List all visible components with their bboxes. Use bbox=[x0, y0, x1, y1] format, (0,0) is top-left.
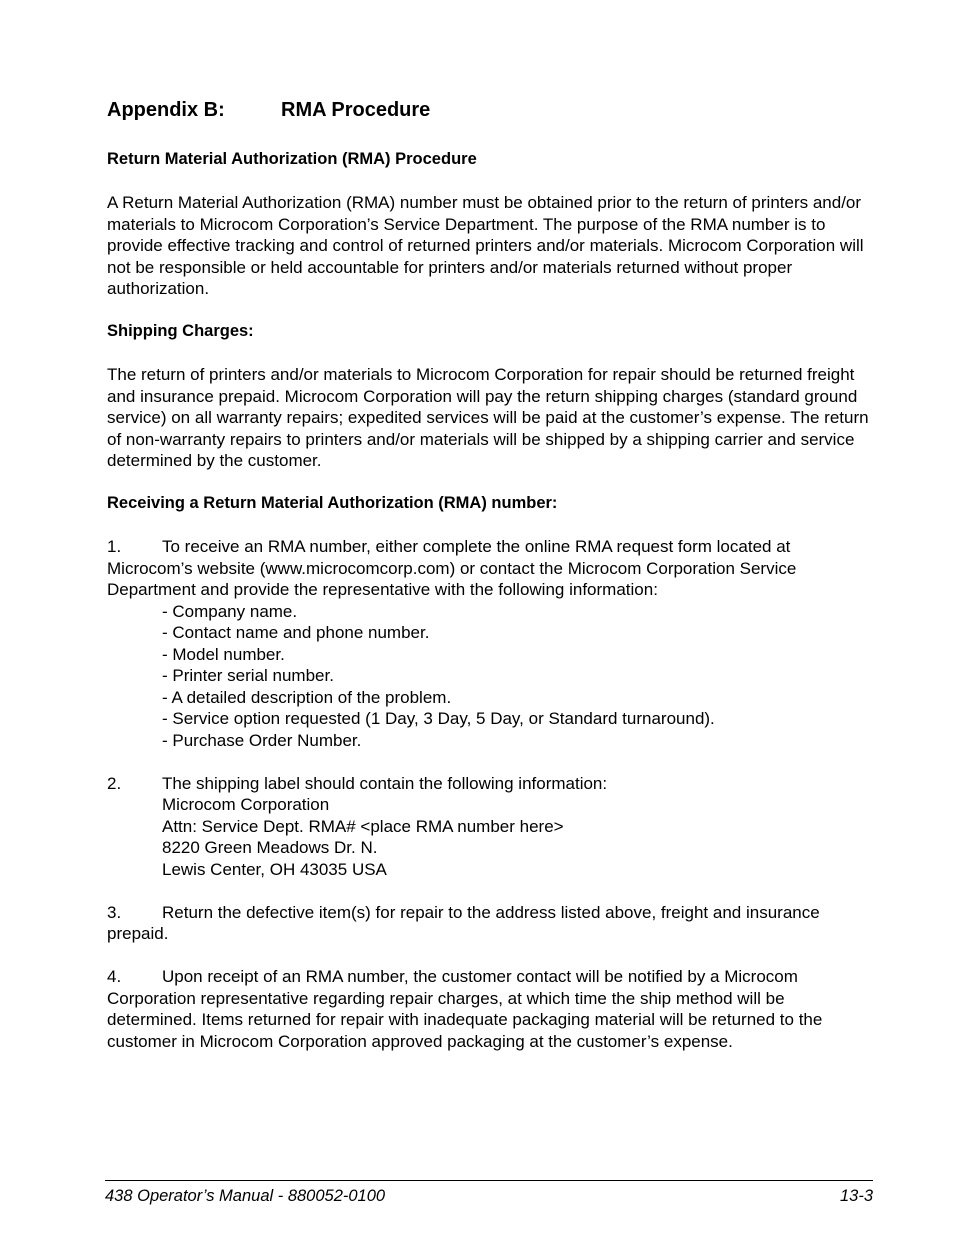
shipping-paragraph: The return of printers and/or materials to Microcom Corporation for repair should be returned freight and insurance prepaid. Microcom Corporation will pay the return shipping charges (standard ground service) on all warranty repairs; expedited services will be paid at the customer’s expense. The return of non-warranty repairs to printers and/or materials will be shipped by a shipping carrier and service determined by the customer. bbox=[107, 365, 869, 470]
list-item: - Company name. bbox=[162, 601, 298, 621]
list-item: - Printer serial number. bbox=[162, 666, 334, 685]
shipping-heading: Shipping Charges: bbox=[107, 322, 254, 340]
step-1 bbox=[107, 536, 873, 601]
step-number: 4. bbox=[107, 967, 122, 986]
address-line: 8220 Green Meadows Dr. N. bbox=[162, 838, 378, 857]
step-text: The shipping label should contain the following information: bbox=[162, 773, 608, 793]
step-text: To receive an RMA number, either complete the online RMA request form located at Microcom’s website (www.microcomcorp.com) or contact the Microcom Corporation Service Department and provide the representative with the following information: bbox=[107, 537, 797, 599]
rma-paragraph: A Return Material Authorization (RMA) number must be obtained prior to the return of printers and/or materials to Microcom Corporation’s Service Department. The purpose of the RMA number is to provide effective tracking and control of returned printers and/or materials. Microcom Corporation will not be responsible or held accountable for printers and/or materials returned without proper authorization. bbox=[107, 193, 864, 298]
list-item: - A detailed description of the problem. bbox=[162, 687, 452, 707]
step-3 bbox=[107, 902, 873, 945]
info-list bbox=[107, 601, 873, 752]
step-number: 2. bbox=[107, 773, 122, 793]
page-content bbox=[107, 96, 873, 1052]
appendix-title: RMA Procedure bbox=[281, 99, 431, 121]
footer-page-number: 13-3 bbox=[839, 1187, 873, 1205]
list-item: - Contact name and phone number. bbox=[162, 623, 430, 642]
footer-manual-title: 438 Operator’s Manual - 880052-0100 bbox=[105, 1187, 386, 1205]
address-line: Attn: Service Dept. RMA# <place RMA number here> bbox=[162, 816, 564, 836]
step-4 bbox=[107, 966, 873, 1052]
page-title bbox=[107, 96, 873, 124]
list-item: - Model number. bbox=[162, 644, 285, 664]
list-item: - Purchase Order Number. bbox=[162, 730, 362, 750]
step-number: 1. bbox=[107, 537, 122, 556]
receiving-heading: Receiving a Return Material Authorization (RMA) number: bbox=[107, 494, 558, 512]
address-line: Lewis Center, OH 43035 USA bbox=[162, 859, 387, 879]
step-number: 3. bbox=[107, 902, 122, 922]
shipping-address bbox=[107, 794, 873, 880]
page-footer bbox=[105, 1180, 873, 1206]
list-item: - Service option requested (1 Day, 3 Day, 5 Day, or Standard turnaround). bbox=[162, 709, 715, 728]
address-line: Microcom Corporation bbox=[162, 795, 330, 814]
rma-heading: Return Material Authorization (RMA) Procedure bbox=[107, 150, 477, 168]
step-text: Return the defective item(s) for repair to the address listed above, freight and insurance prepaid. bbox=[107, 902, 820, 943]
appendix-label: Appendix B: bbox=[107, 99, 225, 121]
step-2 bbox=[107, 773, 873, 795]
step-text: Upon receipt of an RMA number, the customer contact will be notified by a Microcom Corporation representative regarding repair charges, at which time the ship method will be determined. Items returned for repair with inadequate packaging material will be returned to the customer in Microcom Corporation approved packaging at the customer’s expense. bbox=[107, 967, 823, 1051]
